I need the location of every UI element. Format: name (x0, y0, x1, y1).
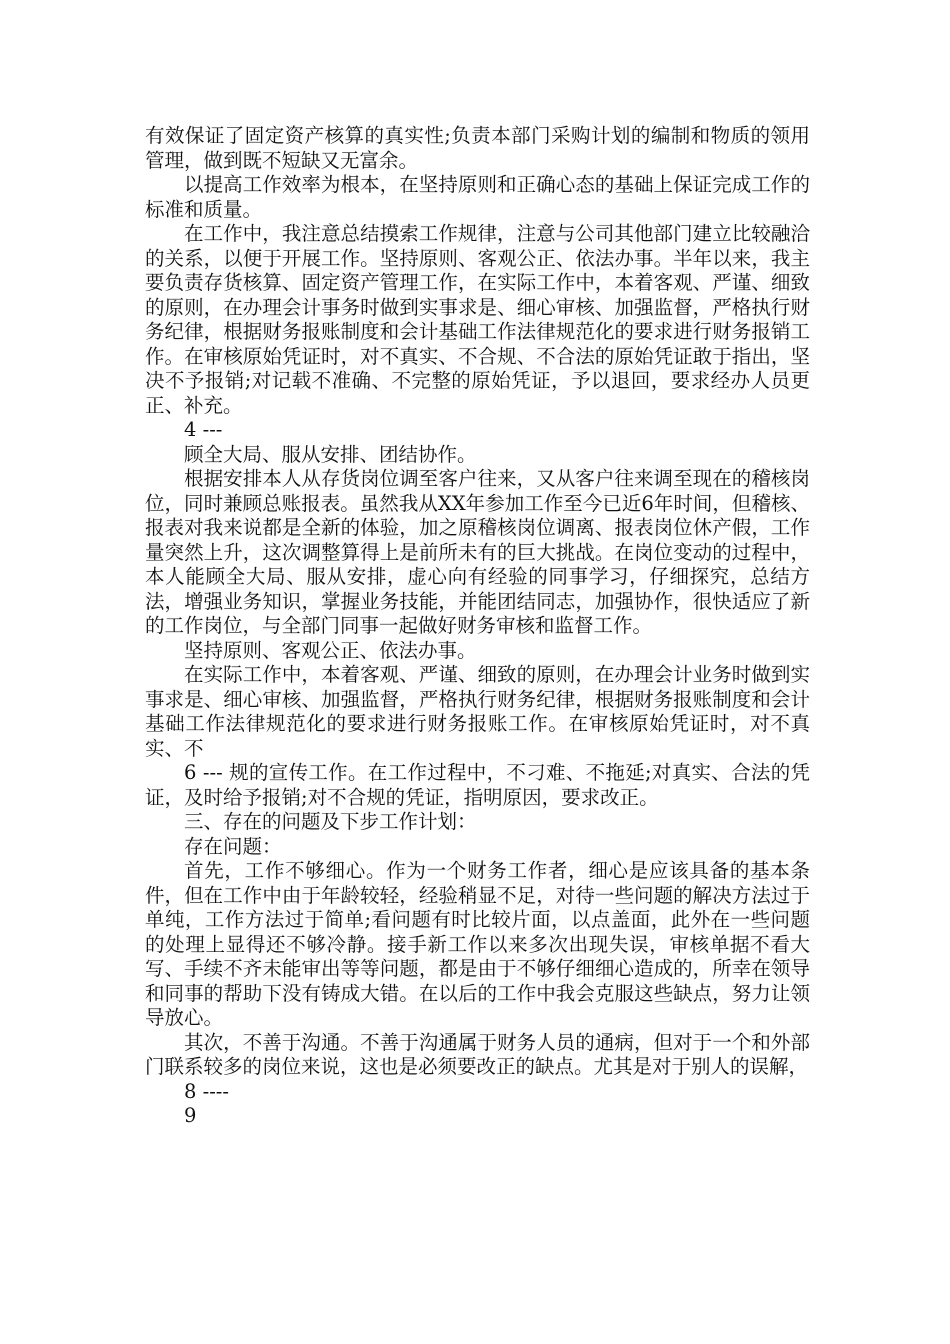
section-heading: 存在问题： (184, 834, 282, 858)
document-page (145, 124, 810, 1129)
paragraph: 有效保证了固定资产核算的真实性;负责本部门采购计划的编制和物质的领用管理，做到既不短缺又无富余。 (145, 124, 810, 172)
section-heading: 三、存在的问题及下步工作计划： (184, 810, 477, 833)
section-heading: 顾全大局、服从安排、团结协作。 (184, 442, 477, 466)
page-marker: 8 ---- (184, 1079, 229, 1103)
paragraph: 首先，工作不够细心。作为一个财务工作者，细心是应该具备的基本条件，但在工作中由于年龄较轻，经验稍显不足，对待一些问题的解决方法过于单纯，工作方法过于简单;看问题有时比较片面，以点盖面，此外在一些问题的处理上显得还不够冷静。接手新工作以来多次出现失误，审核单据不看大写、手续不齐未能审出等等问题，都是由于不够仔细细心造成的，所幸在领导和同事的帮助下没有铸成大错。在以后的工作中我会克服这些缺点，努力让领导放心。 (145, 859, 810, 1029)
section-heading: 坚持原则、客观公正、依法办事。 (184, 638, 477, 662)
page-marker: 9 (184, 1104, 197, 1127)
paragraph: 在工作中，我注意总结摸索工作规律，注意与公司其他部门建立比较融洽的关系，以便于开展工作。坚持原则、客观公正、依法办事。半年以来，我主要负责存货核算、固定资产管理工作，在实际工作中，本着客观、严谨、细致的原则，在办理会计事务时做到实事求是、细心审核、加强监督，严格执行财务纪律，根据财务报账制度和会计基础工作法律规范化的要求进行财务报销工作。在审核原始凭证时，对不真实、不合规、不合法的原始凭证敢于指出，坚决不予报销;对记载不准确、不完整的原始凭证，予以退回，要求经办人员更正、补充。 (145, 222, 810, 417)
paragraph: 其次，不善于沟通。不善于沟通属于财务人员的通病，但对于一个和外部门联系较多的岗位来说，这也是必须要改正的缺点。尤其是对于别人的误解， (145, 1030, 810, 1078)
paragraph: 6 --- 规的宣传工作。在工作过程中，不刁难、不拖延;对真实、合法的凭证，及时给予报销;对不合规的凭证，指明原因，要求改正。 (145, 761, 810, 809)
paragraph: 根据安排本人从存货岗位调至客户往来，又从客户往来调至现在的稽核岗位，同时兼顾总账报表。虽然我从XX年参加工作至今已近6年时间，但稽核、报表对我来说都是全新的体验，加之原稽核岗位调离、报表岗位休产假，工作量突然上升，这次调整算得上是前所未有的巨大挑战。在岗位变动的过程中，本人能顾全大局、服从安排，虚心向有经验的同事学习，仔细探究，总结方法，增强业务知识，掌握业务技能，并能团结同志，加强协作，很快适应了新的工作岗位，与全部门同事一起做好财务审核和监督工作。 (145, 467, 810, 637)
page-marker: 4 --- (184, 418, 223, 441)
paragraph: 以提高工作效率为根本，在坚持原则和正确心态的基础上保证完成工作的标准和质量。 (145, 173, 810, 221)
paragraph: 在实际工作中，本着客观、严谨、细致的原则，在办理会计业务时做到实事求是、细心审核、加强监督，严格执行财务纪律，根据财务报账制度和会计基础工作法律规范化的要求进行财务报账工作。在审核原始凭证时，对不真实、不 (145, 663, 810, 760)
